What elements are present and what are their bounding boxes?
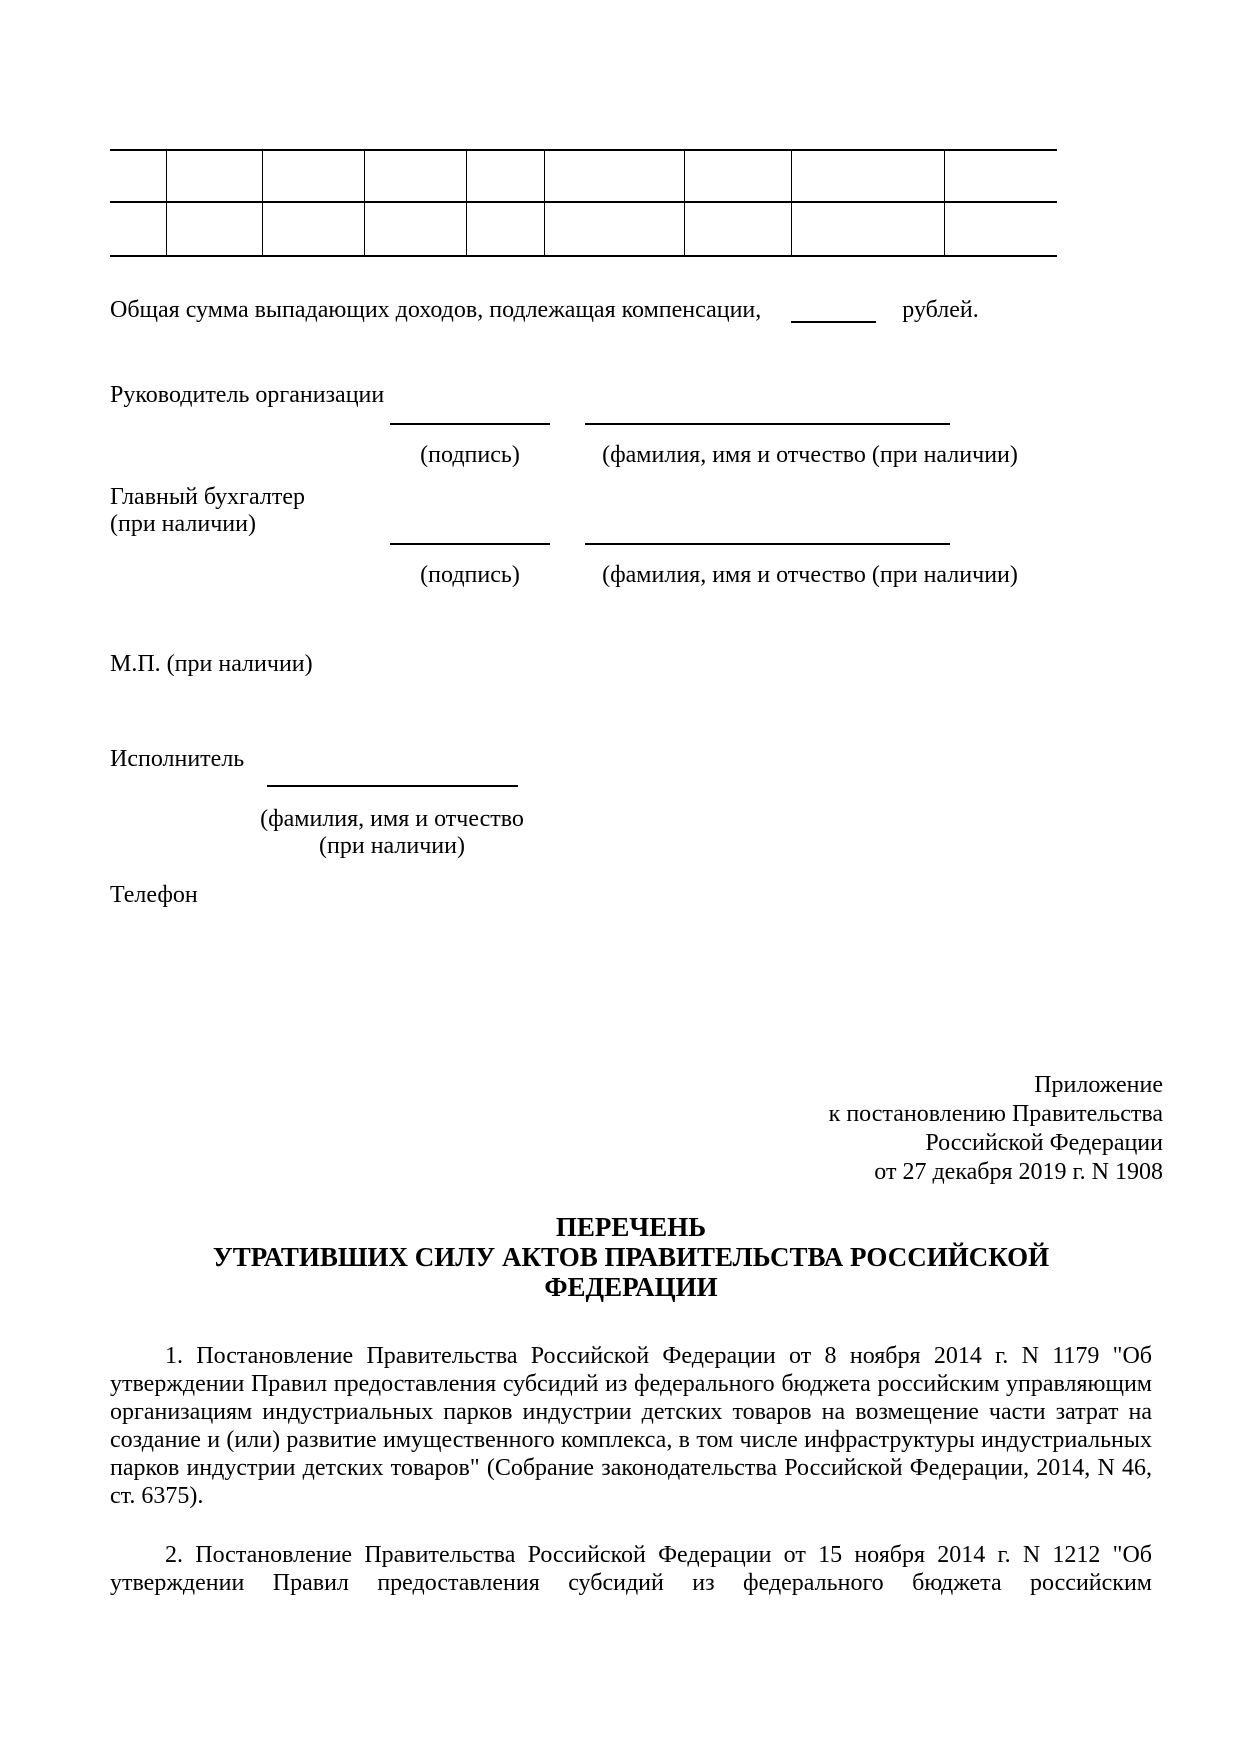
signature-caption: (подпись): [420, 562, 520, 588]
table-cell: [466, 151, 544, 203]
appendix-header: [829, 1071, 1163, 1187]
executor-caption-line1: (фамилия, имя и отчество: [260, 806, 524, 832]
list-title: [110, 1212, 1152, 1302]
table-cell: [791, 151, 944, 203]
table-cell: [166, 151, 262, 203]
executor-label: Исполнитель: [110, 746, 245, 772]
head-of-organization-label: Руководитель организации: [110, 382, 385, 408]
fallout-income-table: [110, 149, 1057, 257]
compensation-total-line: [110, 296, 1155, 324]
accountant-signature-blank: [390, 515, 550, 545]
table-cell: [364, 151, 466, 203]
compensation-text: Общая сумма выпадающих доходов, подлежащая компенсации,: [110, 297, 762, 323]
executor-fullname-blank: [267, 757, 518, 787]
chief-accountant-label-block: [110, 484, 305, 538]
table-cell: [684, 151, 791, 203]
table-cell: [262, 203, 364, 255]
table-cell: [944, 151, 1057, 203]
table-cell: [684, 203, 791, 255]
appendix-line: Российской Федерации: [925, 1130, 1163, 1156]
table-cell: [544, 151, 684, 203]
chief-accountant-label: Главный бухгалтер: [110, 484, 305, 510]
stamp-label: М.П. (при наличии): [110, 651, 313, 677]
list-title-line2: УТРАТИВШИХ СИЛУ АКТОВ ПРАВИТЕЛЬСТВА РОССИЙСКОЙ: [212, 1242, 1050, 1272]
table-cell: [110, 151, 166, 203]
list-title-line3: ФЕДЕРАЦИИ: [544, 1272, 718, 1302]
table-cell: [944, 203, 1057, 255]
table-cell: [364, 203, 466, 255]
table-cell: [166, 203, 262, 255]
phone-label: Телефон: [110, 882, 198, 908]
appendix-line: от 27 декабря 2019 г. N 1908: [874, 1159, 1163, 1185]
list-item-1: 1. Постановление Правительства Российской Федерации от 8 ноября 2014 г. N 1179 "Об утверждении Правил предоставления субсидий из федерального бюджета российским управляющим организациям индустриальных парков индустрии детских товаров на возмещение части затрат на создание и (или) развитие имущественного комплекса, в том числе инфраструктуры индустриальных парков индустрии детских товаров" (Собрание законодательства Российской Федерации, 2014, N 46, ст. 6375).: [110, 1343, 1152, 1509]
appendix-line: к постановлению Правительства: [828, 1101, 1163, 1127]
list-title-line1: ПЕРЕЧЕНЬ: [555, 1212, 707, 1242]
table-cell: [466, 203, 544, 255]
executor-caption: [242, 806, 542, 860]
signature-caption: (подпись): [420, 442, 520, 468]
table-cell: [110, 203, 166, 255]
appendix-line: Приложение: [1034, 1072, 1163, 1098]
head-fullname-blank: [585, 395, 950, 425]
compensation-amount-blank: [791, 320, 876, 323]
head-signature-blank: [390, 395, 550, 425]
chief-accountant-note: (при наличии): [110, 511, 256, 537]
fullname-caption: (фамилия, имя и отчество (при наличии): [602, 562, 1018, 588]
table-cell: [791, 203, 944, 255]
accountant-fullname-blank: [585, 515, 950, 545]
table-cell: [262, 151, 364, 203]
fullname-caption: (фамилия, имя и отчество (при наличии): [602, 442, 1018, 468]
list-item-2: 2. Постановление Правительства Российской Федерации от 15 ноября 2014 г. N 1212 "Об утверждении Правил предоставления субсидий из федерального бюджета российским: [110, 1542, 1152, 1596]
executor-caption-line2: (при наличии): [319, 833, 465, 859]
compensation-suffix: рублей.: [902, 297, 979, 323]
table-cell: [544, 203, 684, 255]
